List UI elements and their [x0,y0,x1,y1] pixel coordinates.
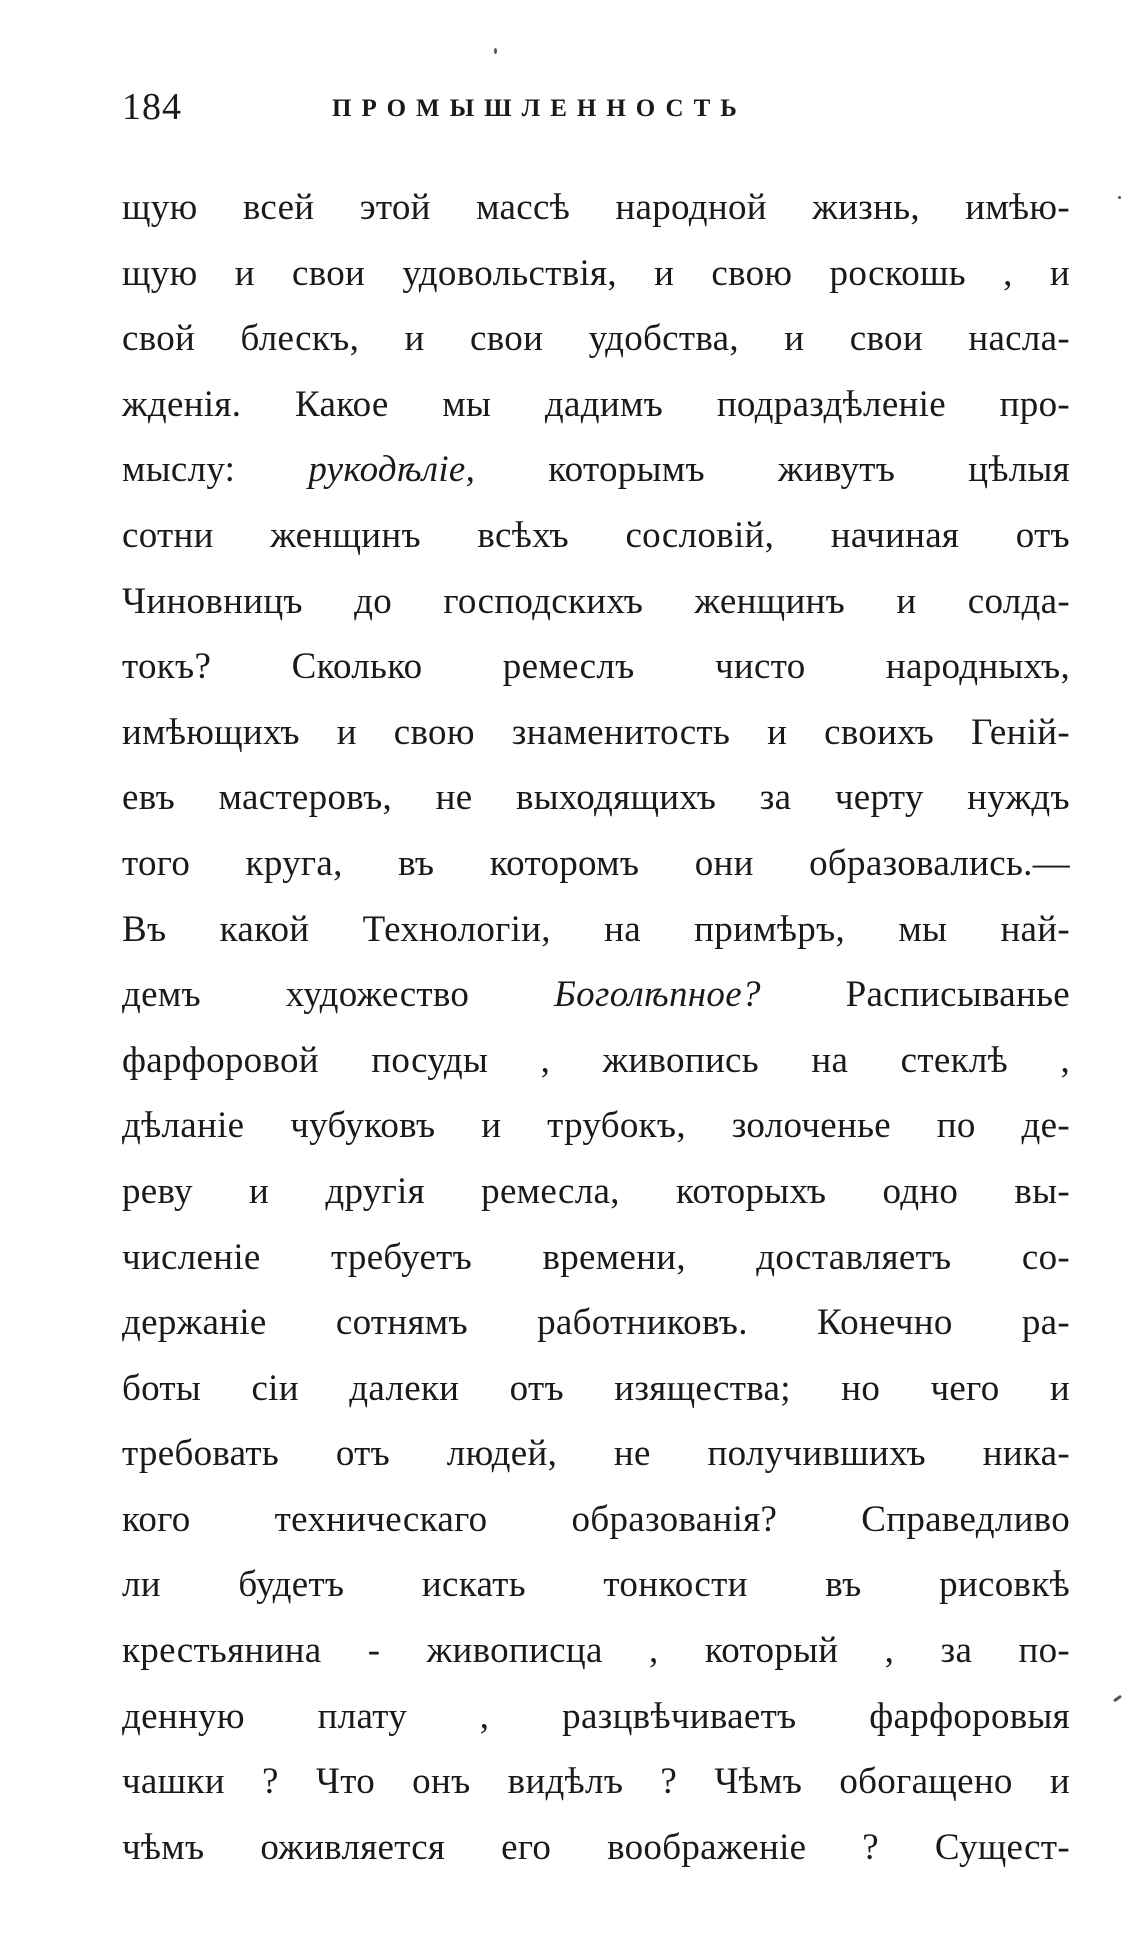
text-line: кого техническаго образованія? Справедливо [122,1498,1070,1540]
running-head: ПРОМЫШЛЕННОСТЬ [332,95,747,122]
text-line: требовать отъ людей, не получившихъ ника- [122,1433,1070,1475]
text-line: щую и свои удовольствія, и свою роскошь , и [122,252,1070,294]
text-line: жденія. Какое мы дадимъ подраздѣленіе про- [122,383,1070,425]
body-text [122,175,1070,1880]
italic-term: Боголѣпное? [554,974,761,1016]
text-line: евъ мастеровъ, не выходящихъ за черту нуждъ [122,777,1070,819]
text-line: сотни женщинъ всѣхъ сословій, начиная отъ [122,514,1070,556]
text-line: мыслу: рукодѣліе, которымъ живутъ цѣлыя [122,449,1070,491]
text-line: чѣмъ оживляется его воображеніе ? Сущест- [122,1826,1070,1868]
text-line: того круга, въ которомъ они образовались.— [122,842,1070,884]
text-line: дѣланіе чубуковъ и трубокъ, золоченье по де- [122,1105,1070,1147]
text-line: крестьянина - живописца , который , за по- [122,1630,1070,1672]
text-line: численіе требуетъ времени, доставляетъ со- [122,1236,1070,1278]
text-line: реву и другія ремесла, которыхъ одно вы- [122,1170,1070,1212]
scan-speck [1118,196,1121,199]
page-header [122,82,1062,132]
text-line: имѣющихъ и свою знаменитость и своихъ Геній- [122,711,1070,753]
text-line: Въ какой Технологіи, на примѣръ, мы най- [122,908,1070,950]
page-number: 184 [122,86,182,128]
text-line: токъ? Сколько ремеслъ чисто народныхъ, [122,646,1070,688]
text-line: фарфоровой посуды , живопись на стеклѣ , [122,1039,1070,1081]
text-line: держаніе сотнямъ работниковъ. Конечно ра- [122,1302,1070,1344]
text-line: денную плату , разцвѣчиваетъ фарфоровыя [122,1695,1070,1737]
text-line: ли будетъ искать тонкости въ рисовкѣ [122,1564,1070,1606]
text-line: чашки ? Что онъ видѣлъ ? Чѣмъ обогащено и [122,1761,1070,1803]
text-line: Чиновницъ до господскихъ женщинъ и солда- [122,580,1070,622]
italic-term: рукодѣліе, [308,449,476,491]
text-line: демъ художество Боголѣпное? Расписыванье [122,974,1070,1016]
scan-speck [1113,1695,1122,1703]
text-line: щую всей этой массѣ народной жизнь, имѣю- [122,187,1070,228]
text-line: свой блескъ, и свои удобства, и свои насла- [122,318,1070,360]
scan-speck [494,48,497,54]
text-line: боты сіи далеки отъ изящества; но чего и [122,1367,1070,1409]
